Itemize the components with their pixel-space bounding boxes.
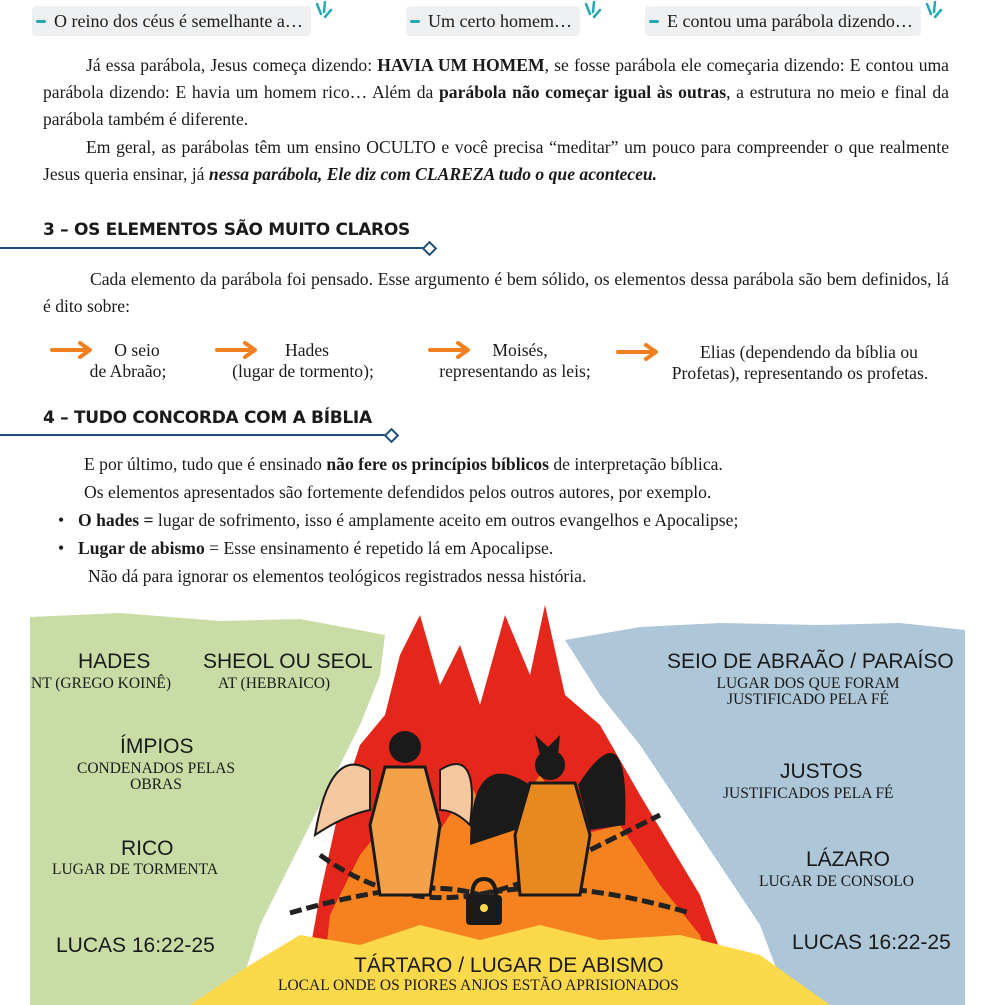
sheol-title: SHEOL OU SEOL (203, 650, 373, 673)
section-4-paragraph-1: E por último, tudo que é ensinado não fere os princípios bíblicos de interpretação bíblica. (84, 454, 723, 474)
seio-abraao-subtitle: LUGAR DOS QUE FORAM JUSTIFICADO PELA FÉ (716, 675, 900, 708)
section-4-heading: 4 – TUDO CONCORDA COM A BÍBLIA (43, 408, 372, 428)
intro-paragraph-2: Em geral, as parábolas têm um ensino OCULTO e você precisa “meditar” um pouco para compreender o que realmente Jesus queria ensinar, já nessa parábola, Ele diz com CLAREZA tudo o que aconteceu. (43, 137, 949, 184)
hades-title: HADES (78, 650, 151, 673)
section-4-paragraph-3: Não dá para ignorar os elementos teológicos registrados nessa história. (88, 566, 587, 586)
right-reference: LUCAS 16:22-25 (792, 931, 951, 954)
dash-icon (410, 20, 420, 23)
dash-icon (649, 20, 659, 23)
impios-subtitle: CONDENADOS PELAS OBRAS (76, 760, 236, 793)
section-3-text: Cada elemento da parábola foi pensado. Esse argumento é bem sólido, os elementos dessa parábola são bem definidos, lá é dito sobre: (43, 269, 949, 316)
lazaro-title: LÁZARO (806, 848, 891, 871)
rico-title: RICO (121, 837, 174, 860)
seio-abraao-title: SEIO DE ABRAÃO / PARAÍSO (667, 650, 954, 673)
quote-chip-3: E contou uma parábola dizendo… (645, 6, 921, 36)
dash-icon (36, 20, 46, 23)
spark-icon (313, 0, 333, 26)
element-moises: Moisés, representando as leis; (439, 340, 591, 381)
hades-subtitle: NT (GREGO KOINÊ) (31, 675, 172, 692)
quote-chip-1: O reino dos céus é semelhante a… (32, 6, 311, 36)
heading-underline (0, 434, 390, 436)
bullet-item: • O hades = lugar de sofrimento, isso é amplamente aceito em outros evangelhos e Apocalipse; (58, 510, 738, 531)
intro-paragraph-1: Já essa parábola, Jesus começa dizendo: HAVIA UM HOMEM, se fosse parábola ele começaria dizendo: E contou uma parábola dizendo: E havia um homem rico… Além da parábola não começar igual às outras, a estrutura no meio e final da parábola também é diferente. (43, 55, 949, 129)
element-seio-abraao: O seio de Abraão; (89, 340, 167, 381)
spark-icon (923, 0, 943, 26)
bullet-item: • Lugar de abismo = Esse ensinamento é repetido lá em Apocalipse. (58, 538, 553, 559)
justos-subtitle: JUSTIFICADOS PELA FÉ (723, 785, 894, 802)
lazaro-subtitle: LUGAR DE CONSOLO (759, 873, 914, 890)
impios-title: ÍMPIOS (120, 735, 194, 758)
diamond-icon (384, 428, 400, 444)
heading-underline (0, 247, 428, 249)
diamond-icon (422, 241, 438, 257)
element-elias: Elias (dependendo da bíblia ou Profetas), representando os profetas. (671, 342, 929, 383)
rico-subtitle: LUGAR DE TORMENTA (52, 861, 219, 878)
tartaro-subtitle: LOCAL ONDE OS PIORES ANJOS ESTÃO APRISIONADOS (278, 977, 679, 994)
tartaro-title: TÁRTARO / LUGAR DE ABISMO (354, 954, 664, 977)
sheol-subtitle: AT (HEBRAICO) (218, 675, 331, 692)
left-reference: LUCAS 16:22-25 (56, 934, 215, 957)
quote-chip-2: Um certo homem… (406, 6, 580, 36)
element-hades: Hades (lugar de tormento); (232, 340, 374, 381)
section-3-heading: 3 – OS ELEMENTOS SÃO MUITO CLAROS (43, 220, 410, 240)
spark-icon (582, 0, 602, 26)
justos-title: JUSTOS (780, 760, 863, 783)
section-4-paragraph-2: Os elementos apresentados são fortemente defendidos pelos outros autores, por exemplo. (84, 482, 712, 502)
